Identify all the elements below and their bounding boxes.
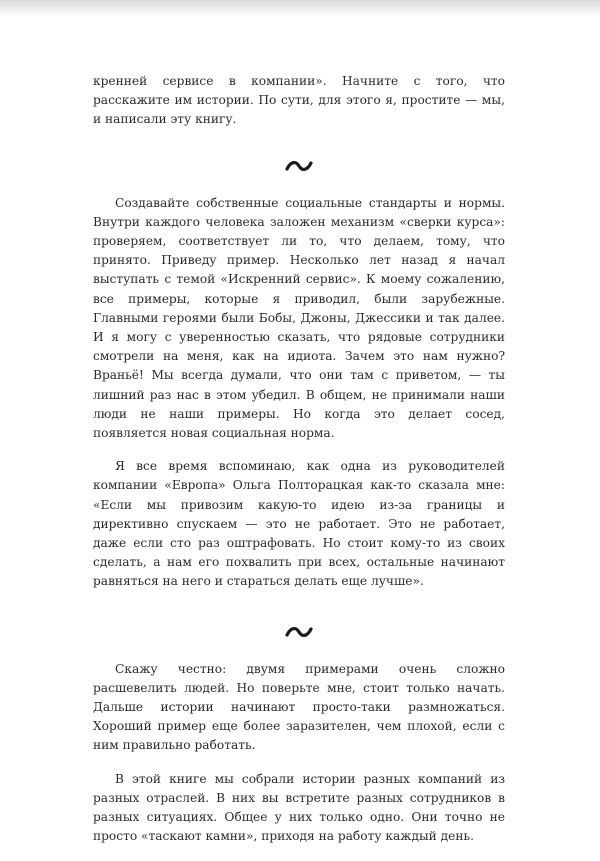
section-divider-1	[93, 144, 505, 188]
tilde-ornament-icon	[285, 625, 313, 639]
paragraph-5: В этой книге мы собрали истории разных компаний из разных отраслей. В них вы встретите разных сотрудников в разных ситуациях. Общее у них только одно. Они точно не просто «таскают камни», приходя на работу каждый день.	[93, 771, 505, 844]
paragraph-1: кренней сервисе в компании». Начните с того, что расскажите им истории. По сути, для этого я, простите — мы, и написали эту книгу.	[93, 74, 505, 127]
tilde-ornament-icon	[285, 159, 313, 173]
book-page	[93, 72, 505, 861]
section-divider-2	[93, 610, 505, 654]
page-top-edge	[0, 0, 600, 16]
paragraph-4: Скажу честно: двумя примерами очень сложно расшевелить людей. Но поверьте мне, стоит только начать. Дальше истории начинают просто-таки размножаться. Хороший пример еще более заразителен, чем плохой, если с ним правильно работать.	[93, 661, 505, 753]
paragraph-3: Я все время вспоминаю, как одна из руководителей компании «Европа» Ольга Полторацкая как-то сказала мне: «Если мы привозим какую-то идею из-за границы и директивно спускаем — это не работает. Это не работает, даже если сто раз оштрафовать. Но стоит кому-то из своих сделать, а нам его похвалить при всех, остальные начинают равняться на него и стараться делать еще лучше».	[93, 459, 505, 589]
paragraph-2: Создавайте собственные социальные стандарты и нормы. Внутри каждого человека заложен механизм «сверки курса»: проверяем, соответствует ли то, что делаем, тому, что принято. Приведу пример. Несколько лет назад я начал выступать с темой «Искренний сервис». К моему сожалению, все примеры, которые я приводил, были зарубежные. Главными героями были Бобы, Джоны, Джессики и так далее. И я могу с уверенностью сказать, что рядовые сотрудники смотрели на меня, как на идиота. Зачем это нам нужно? Враньё! Мы всегда думали, что они там с приветом, — ты лишний раз нас в этом убедил. В общем, не принимали наши люди не наши примеры. Но когда это делает сосед, появляется новая социальная норма.	[93, 195, 505, 441]
